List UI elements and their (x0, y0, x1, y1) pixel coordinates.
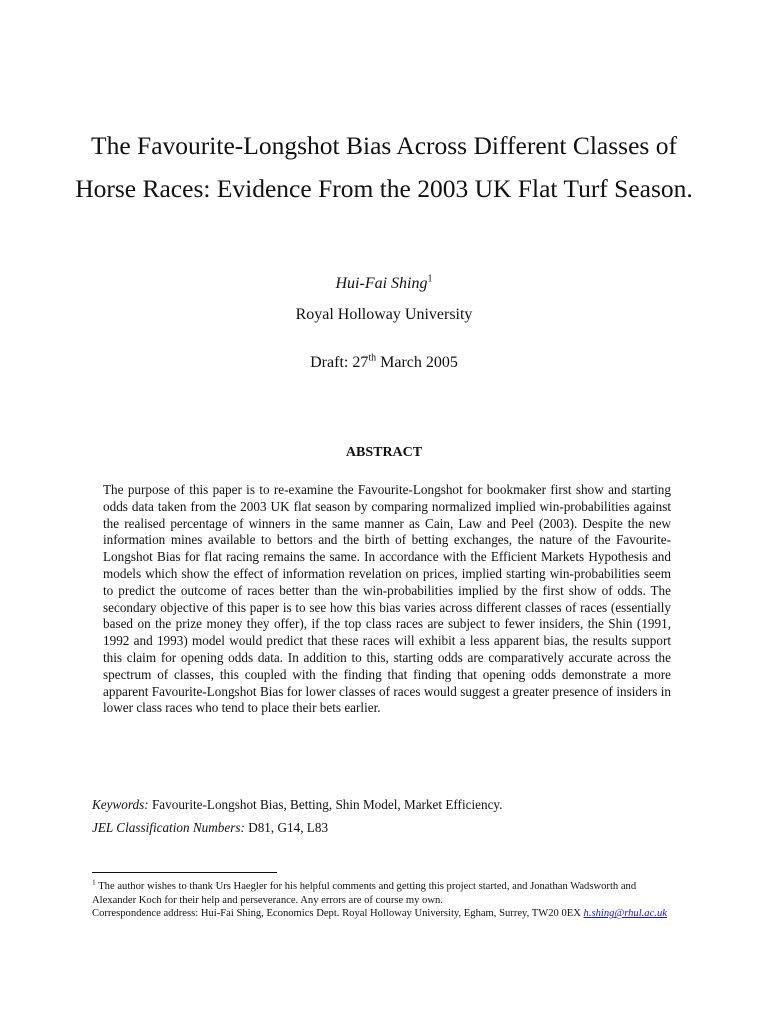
keywords-line (92, 797, 502, 813)
footnote (92, 877, 682, 921)
abstract-heading: ABSTRACT (345, 445, 423, 460)
jel-value: D81, G14, L83 (244, 820, 329, 835)
keywords-value: Favourite-Longshot Bias, Betting, Shin Model, Market Efficiency. (148, 797, 503, 812)
author-line (0, 275, 768, 293)
footnote-text: The author wishes to thank Urs Haegler for his helpful comments and getting this project started, and Jonathan Wadsworth and Alexander Koch for their help and perseverance. Any errors are of course my own. (92, 881, 637, 906)
draft-date (0, 354, 768, 372)
draft-prefix: Draft: 27 (310, 354, 369, 371)
paper-title: The Favourite-Longshot Bias Across Different Classes of Horse Races: Evidence From the 2003 UK Flat Turf Season. (75, 131, 693, 203)
email-link[interactable]: h.shing@rhul.ac.uk (583, 908, 667, 920)
author-footnote-marker: 1 (427, 273, 433, 285)
jel-label: JEL Classification Numbers: (92, 820, 245, 835)
keywords-label: Keywords: (92, 797, 149, 812)
footnote-marker: 1 (92, 877, 96, 887)
correspondence-text: Correspondence address: Hui-Fai Shing, Economics Dept. Royal Holloway University, Egham, Surrey, TW20 0EX (92, 908, 584, 920)
affiliation: Royal Holloway University (295, 306, 473, 323)
abstract-text: The purpose of this paper is to re-examine the Favourite-Longshot for bookmaker first show and starting odds data taken from the 2003 UK flat season by comparing normalized implied win-probabilities against the realised percentage of winners in the same manner as Cain, Law and Peel (2003). Despite the new information mines available to bettors and the birth of betting exchanges, the nature of the Favourite-Longshot Bias for flat racing remains the same. In accordance with the Efficient Markets Hypothesis and models which show the effect of information revelation on prices, implied starting win-probabilities seem to predict the outcome of races better than the win-probabilities implied by the first show of odds. The secondary objective of this paper is to see how this bias varies across different classes of races (essentially based on the prize money they offer), if the top class races are subject to fewer insiders, the Shin (1991, 1992 and 1993) model would predict that these races will exhibit a less apparent bias, the results support this claim for opening odds data. In addition to this, starting odds are comparatively accurate across the spectrum of classes, this coupled with the finding that finding that opening odds demonstrate a more apparent Favourite-Longshot Bias for lower classes of races would suggest a greater presence of insiders in lower class races who tend to place their bets earlier. (103, 482, 671, 716)
draft-suffix: March 2005 (376, 354, 458, 371)
footnote-divider (92, 872, 277, 873)
jel-line (92, 820, 328, 836)
draft-ordinal-suffix: th (368, 352, 377, 364)
author-name: Hui-Fai Shing (335, 275, 428, 292)
